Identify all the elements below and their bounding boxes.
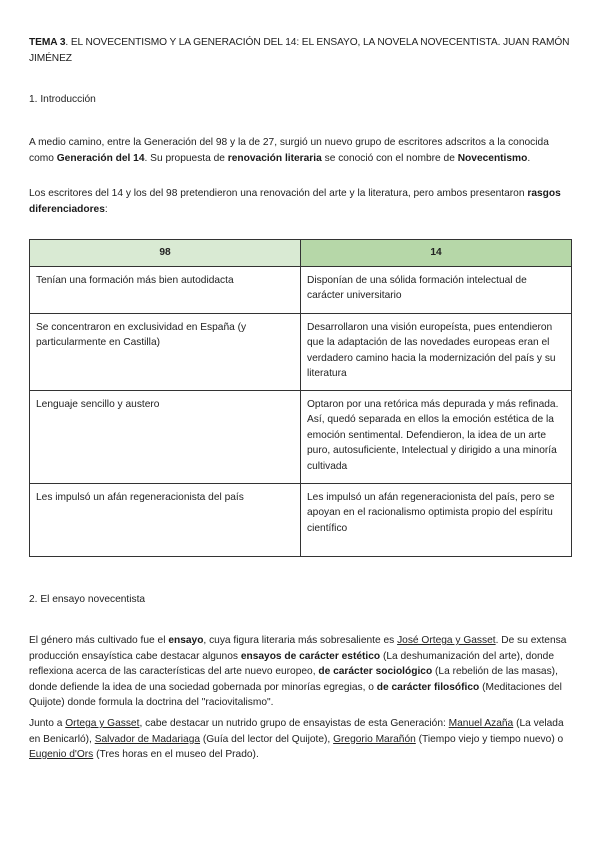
text-run: (La deshumanización del arte), donde reflexiona acerca de las características del arte nuevo europeo, xyxy=(29,650,554,677)
table-cell: Lenguaje sencillo y austero xyxy=(30,390,301,483)
table-row xyxy=(30,313,572,390)
text-run: se conoció con el nombre de xyxy=(321,152,458,164)
bold-term: Generación del 14 xyxy=(56,152,145,164)
table-cell: Desarrollaron una visión europeísta, pues entendieron que la adaptación de las novedades europeas eran el verdadero camino hacia la modernización del país y su literatura xyxy=(301,313,572,390)
table-cell: Les impulsó un afán regeneracionista del país xyxy=(30,483,301,556)
table-header-14: 14 xyxy=(301,240,572,267)
table-cell: Optaron por una retórica más depurada y más refinada. Así, quedó separada en ellos la emoción estética de la emoción sentimental. Defendieron, la idea de un arte puro, autosuficiente, Intelectual y dirigido a una minoría cultivada xyxy=(301,390,572,483)
section-heading-introduccion: 1. Introducción xyxy=(29,94,96,105)
author-link-dors[interactable]: Eugenio d'Ors xyxy=(29,749,94,760)
text-run: , cuya figura literaria más sobresaliente es xyxy=(203,635,398,646)
text-run: . Su propuesta de xyxy=(144,152,228,164)
ensayo-paragraph xyxy=(29,633,571,711)
text-run: (Tiempo viejo y tiempo nuevo) o xyxy=(415,733,564,745)
text-run: (Meditaciones del Quijote) donde formula la doctrina del "raciovitalismo". xyxy=(29,681,562,708)
bold-term: Novecentismo xyxy=(457,152,528,164)
bold-term: renovación literaria xyxy=(227,152,322,164)
text-run: (Guía del lector del Quijote), xyxy=(200,733,334,745)
differences-paragraph xyxy=(29,186,571,217)
bold-term: de carácter filosófico xyxy=(376,681,480,693)
table-row xyxy=(30,483,572,556)
text-run: . xyxy=(527,152,531,164)
text-run: (Tres horas en el museo del Prado). xyxy=(93,749,259,760)
table-header-98: 98 xyxy=(30,240,301,267)
text-run: (La velada en Benicarló), xyxy=(29,718,564,745)
text-run: , cabe destacar un nutrido grupo de ensayistas de esta Generación: xyxy=(139,718,449,729)
bold-term: ensayos de carácter estético xyxy=(240,650,381,662)
ensayistas-paragraph xyxy=(29,716,571,763)
author-link-azana[interactable]: Manuel Azaña xyxy=(448,718,514,729)
text-run: : xyxy=(104,203,108,215)
table-header-row xyxy=(30,240,572,267)
author-link-madariaga[interactable]: Salvador de Madariaga xyxy=(94,733,201,745)
bold-term: rasgos diferenciadores xyxy=(29,188,561,215)
table-row xyxy=(30,390,572,483)
text-run: (La rebelión de las masas), donde defiende la idea de una sociedad gobernada por minorías egregias, o xyxy=(29,666,558,693)
table-cell: Les impulsó un afán regeneracionista del país, pero se apoyan en el racionalismo optimista propio del espíritu científico xyxy=(301,483,572,556)
author-link-ortega[interactable]: Ortega y Gasset xyxy=(65,718,140,729)
document-title xyxy=(29,35,571,66)
title-text: . EL NOVECENTISMO Y LA GENERACIÓN DEL 14: EL ENSAYO, LA NOVELA NOVECENTISTA. JUAN RAMÓN JIMÉNEZ xyxy=(29,37,570,64)
intro-paragraph xyxy=(29,135,571,166)
table-cell: Se concentraron en exclusividad en España (y particularmente en Castilla) xyxy=(30,313,301,390)
bold-term: de carácter sociológico xyxy=(318,666,433,677)
author-link-ortega[interactable]: José Ortega y Gasset xyxy=(397,635,496,646)
text-run: El género más cultivado fue el xyxy=(29,635,169,646)
section-heading-ensayo: 2. El ensayo novecentista xyxy=(29,594,146,605)
author-link-maranon[interactable]: Gregorio Marañón xyxy=(333,733,416,745)
text-run: Junto a xyxy=(29,718,66,729)
table-cell: Disponían de una sólida formación intelectual de carácter universitario xyxy=(301,266,572,313)
table-cell: Tenían una formación más bien autodidacta xyxy=(30,266,301,313)
text-run: A medio camino, entre la Generación del 98 y la de 27, surgió un nuevo grupo de escritores adscritos a la conocida como xyxy=(29,137,549,164)
text-run: Los escritores del 14 y los del 98 pretendieron una renovación del arte y la literatura, pero ambos presentaron xyxy=(29,188,528,199)
bold-term: ensayo xyxy=(168,635,204,646)
table-row xyxy=(30,266,572,313)
text-run: . De su extensa producción ensayística cabe destacar algunos xyxy=(29,635,567,662)
comparison-table xyxy=(29,239,572,557)
title-label: TEMA 3 xyxy=(29,37,66,48)
